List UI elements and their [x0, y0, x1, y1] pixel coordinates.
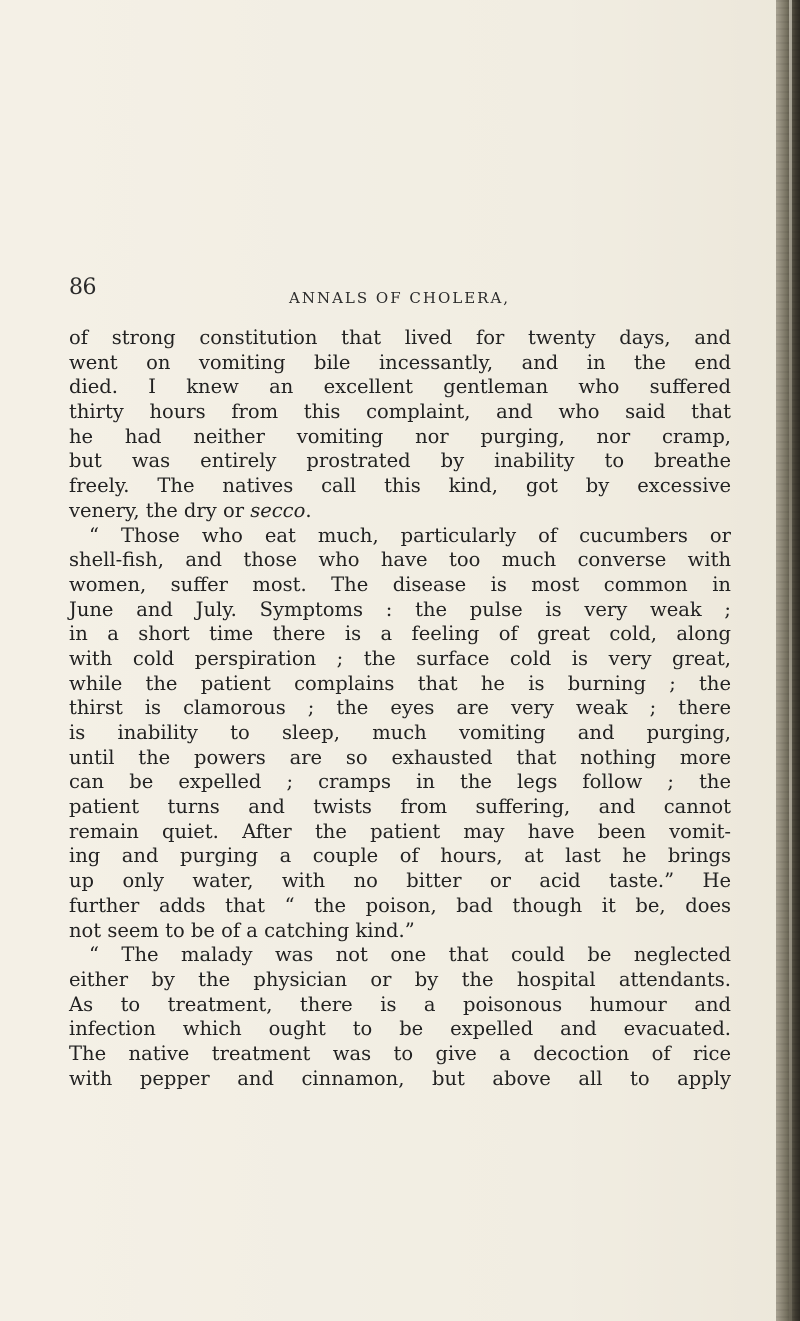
- text-line: further adds that “ the poison, bad though it be, does: [69, 893, 731, 917]
- text-line: went on vomiting bile incessantly, and in the end: [69, 350, 731, 374]
- text-line: “ The malady was not one that could be neglected: [89, 943, 731, 967]
- page-number: 86: [69, 275, 96, 300]
- text-line: thirty hours from this complaint, and who said that: [69, 400, 731, 424]
- text-line: can be expelled ; cramps in the legs follow ; the: [69, 770, 731, 794]
- text-line: died. I knew an excellent gentleman who suffered: [69, 375, 731, 399]
- text-line: until the powers are so exhausted that nothing more: [69, 745, 731, 769]
- text-line: ing and purging a couple of hours, at last he brings: [69, 844, 731, 868]
- text-line: women, suffer most. The disease is most common in: [69, 572, 731, 596]
- text-line: As to treatment, there is a poisonous humour and: [69, 992, 731, 1016]
- text-line: thirst is clamorous ; the eyes are very weak ; there: [69, 696, 731, 720]
- text-line: in a short time there is a feeling of great cold, along: [69, 622, 731, 646]
- text-line: up only water, with no bitter or acid taste.” He: [69, 869, 731, 893]
- book-binding-edge: [776, 0, 800, 1321]
- body-text: [69, 326, 731, 1091]
- text-line: he had neither vomiting nor purging, nor cramp,: [69, 424, 731, 448]
- text-line: remain quiet. After the patient may have been vomit-: [69, 819, 731, 843]
- text-line: patient turns and twists from suffering, and cannot: [69, 795, 731, 819]
- text-line: The native treatment was to give a decoction of rice: [69, 1041, 731, 1065]
- text-line: either by the physician or by the hospital attendants.: [69, 967, 731, 991]
- text-line: not seem to be of a catching kind.”: [69, 918, 415, 942]
- text-line: but was entirely prostrated by inability to breathe: [69, 449, 731, 473]
- binding-highlight: [789, 0, 792, 1321]
- text-line: June and July. Symptoms : the pulse is very weak ;: [69, 597, 731, 621]
- text-line: infection which ought to be expelled and evacuated.: [69, 1017, 731, 1041]
- text-line: while the patient complains that he is burning ; the: [69, 671, 731, 695]
- text-line: venery, the dry or secco.: [69, 498, 312, 522]
- text-line: “ Those who eat much, particularly of cucumbers or: [89, 523, 731, 547]
- running-head: ANNALS OF CHOLERA,: [289, 289, 511, 307]
- text-line: of strong constitution that lived for twenty days, and: [69, 326, 731, 349]
- text-line: shell-fish, and those who have too much converse with: [69, 548, 731, 572]
- italic-term: secco: [250, 498, 306, 522]
- text-line: with cold perspiration ; the surface cold is very great,: [69, 646, 731, 670]
- text-line: freely. The natives call this kind, got by excessive: [69, 474, 731, 498]
- text-line: is inability to sleep, much vomiting and purging,: [69, 721, 731, 744]
- text-line: with pepper and cinnamon, but above all to apply: [69, 1066, 731, 1090]
